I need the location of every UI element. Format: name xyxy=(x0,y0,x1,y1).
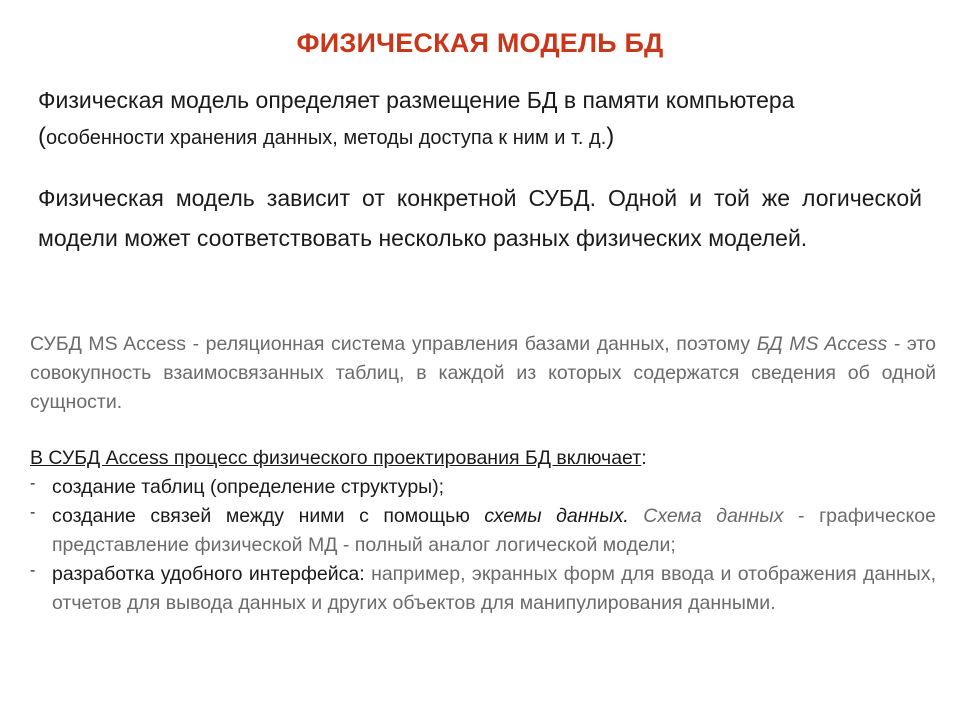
design-steps-list xyxy=(30,473,936,618)
dash-bullet: - xyxy=(30,562,36,579)
dash-bullet: - xyxy=(30,475,36,492)
item3-text-a: разработка удобного интерфейса: xyxy=(52,563,365,585)
p3-part-c: - это совокупность взаимосвязанных таблиц, в каждой из которых содержатся сведения об одной сущности. xyxy=(30,333,936,413)
item3-text-b: например, экранных форм для ввода и отображения данных, отчетов для вывода данных и других объектов для манипулирования данными. xyxy=(52,563,936,614)
list-item xyxy=(30,502,936,560)
item1-text: создание таблиц (определение структуры); xyxy=(52,476,445,498)
section-design-process xyxy=(30,444,936,618)
paragraph-ms-access-description xyxy=(30,330,936,417)
p4-colon: : xyxy=(641,447,647,469)
slide-title: ФИЗИЧЕСКАЯ МОДЕЛЬ БД xyxy=(296,28,664,58)
paragraph-dbms-dependency: Физическая модель зависит от конкретной СУБД. Одной и той же логической модели может соответствовать несколько разных физических моделей. xyxy=(38,185,922,251)
item2-text-d: - графическое представление физической МД - полный аналог логической модели; xyxy=(52,505,936,556)
p3-part-a: СУБД MS Access - реляционная система управления базами данных, поэтому xyxy=(30,333,757,355)
dash-bullet: - xyxy=(30,504,36,521)
list-item xyxy=(30,473,936,502)
item2-text-b: схемы данных. xyxy=(484,505,629,527)
item2-text-c: Схема данных xyxy=(628,505,784,527)
p1-line2: особенности хранения данных, методы доступа к ним и т. д. xyxy=(46,127,607,149)
p1-paren-open: ( xyxy=(38,123,46,150)
p3-part-b: БД MS Access xyxy=(756,333,888,355)
p4-heading-wrap xyxy=(30,444,936,473)
p1-paren-close: ) xyxy=(606,123,615,150)
paragraph-physical-model-definition xyxy=(38,82,938,156)
list-item xyxy=(30,560,936,618)
p4-heading: В СУБД Access процесс физического проектирования БД включает xyxy=(30,447,642,469)
p1-line1: Физическая модель определяет размещение БД в памяти компьютера xyxy=(38,87,795,113)
item2-text-a: создание связей между ними с помощью xyxy=(52,505,485,527)
p1-line2-wrap xyxy=(38,118,938,156)
